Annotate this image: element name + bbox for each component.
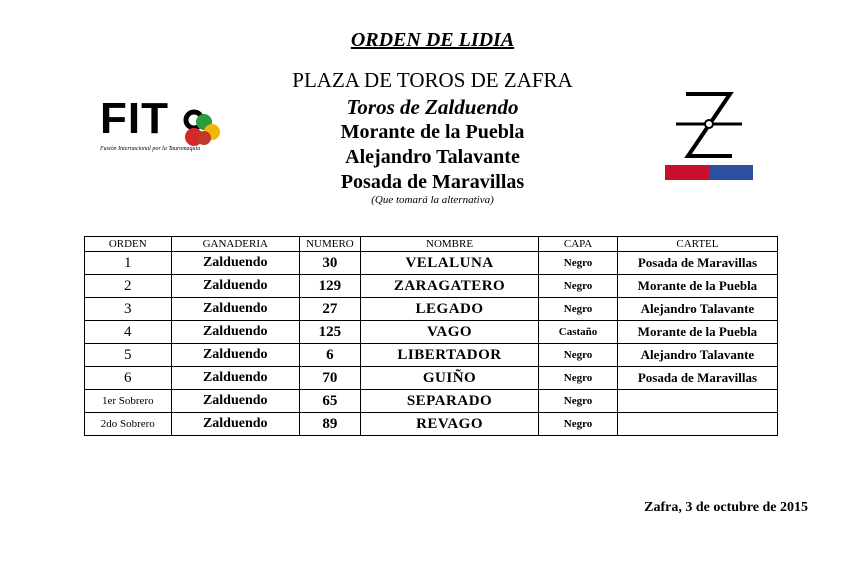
fit-logo-emblem [180, 108, 226, 148]
footer-date: Zafra, 3 de octubre de 2015 [644, 500, 808, 515]
cell-numero: 65 [299, 390, 360, 413]
cell-ganaderia: Zalduendo [171, 298, 299, 321]
cell-orden: 2 [85, 275, 172, 298]
cell-nombre: VAGO [360, 321, 538, 344]
cell-cartel: Posada de Maravillas [617, 252, 777, 275]
cell-ganaderia: Zalduendo [171, 344, 299, 367]
cell-cartel [617, 413, 777, 436]
table-row [85, 275, 778, 298]
cell-numero: 27 [299, 298, 360, 321]
cell-numero: 6 [299, 344, 360, 367]
alternativa-note: (Que tomará la alternativa) [371, 194, 494, 206]
cell-numero: 129 [299, 275, 360, 298]
cell-capa: Negro [539, 252, 618, 275]
cell-cartel: Posada de Maravillas [617, 367, 777, 390]
cell-orden: 2do Sobrero [85, 413, 172, 436]
cell-nombre: SEPARADO [360, 390, 538, 413]
cell-numero: 125 [299, 321, 360, 344]
cell-capa: Negro [539, 367, 618, 390]
cell-orden: 5 [85, 344, 172, 367]
fit-logo-subtitle: Fusión Internacional por la Tauromaquia [100, 146, 201, 152]
cell-nombre: REVAGO [360, 413, 538, 436]
cell-orden: 1 [85, 252, 172, 275]
cell-nombre: VELALUNA [360, 252, 538, 275]
cell-nombre: LIBERTADOR [360, 344, 538, 367]
table-row [85, 367, 778, 390]
table-row [85, 413, 778, 436]
cell-capa: Negro [539, 275, 618, 298]
table-row [85, 321, 778, 344]
header-ganaderia: GANADERIA [171, 237, 299, 252]
cell-cartel: Morante de la Puebla [617, 275, 777, 298]
cell-cartel: Alejandro Talavante [617, 298, 777, 321]
cell-nombre: GUIÑO [360, 367, 538, 390]
cell-orden: 1er Sobrero [85, 390, 172, 413]
cell-orden: 4 [85, 321, 172, 344]
cell-capa: Negro [539, 298, 618, 321]
cell-capa: Negro [539, 344, 618, 367]
cell-numero: 89 [299, 413, 360, 436]
cell-orden: 6 [85, 367, 172, 390]
plaza-name: PLAZA DE TOROS DE ZAFRA [292, 68, 573, 92]
ganaderia-name: Toros de Zalduendo [346, 95, 519, 119]
matador-1: Morante de la Puebla [340, 121, 525, 143]
table-header-row [85, 237, 778, 252]
cell-cartel [617, 390, 777, 413]
cell-cartel: Morante de la Puebla [617, 321, 777, 344]
cell-ganaderia: Zalduendo [171, 321, 299, 344]
header-orden: ORDEN [85, 237, 172, 252]
cell-capa: Negro [539, 390, 618, 413]
cell-ganaderia: Zalduendo [171, 413, 299, 436]
cell-numero: 70 [299, 367, 360, 390]
header-cartel: CARTEL [617, 237, 777, 252]
table-row [85, 390, 778, 413]
header-numero: NUMERO [299, 237, 360, 252]
fit-logo [100, 94, 230, 158]
cell-ganaderia: Zalduendo [171, 252, 299, 275]
cell-ganaderia: Zalduendo [171, 390, 299, 413]
document-title: ORDEN DE LIDIA [350, 29, 515, 51]
cell-cartel: Alejandro Talavante [617, 344, 777, 367]
header-capa: CAPA [539, 237, 618, 252]
header-nombre: NOMBRE [360, 237, 538, 252]
cell-nombre: ZARAGATERO [360, 275, 538, 298]
fit-logo-text: FIT [100, 94, 169, 143]
cell-nombre: LEGADO [360, 298, 538, 321]
zalduendo-logo [664, 88, 754, 182]
cell-orden: 3 [85, 298, 172, 321]
cell-ganaderia: Zalduendo [171, 275, 299, 298]
lidia-table [84, 236, 778, 436]
cell-ganaderia: Zalduendo [171, 367, 299, 390]
table-row [85, 298, 778, 321]
cell-numero: 30 [299, 252, 360, 275]
matador-3: Posada de Maravillas [340, 171, 525, 193]
matador-2: Alejandro Talavante [345, 146, 520, 168]
cell-capa: Castaño [539, 321, 618, 344]
table-row [85, 344, 778, 367]
table-row [85, 252, 778, 275]
cell-capa: Negro [539, 413, 618, 436]
